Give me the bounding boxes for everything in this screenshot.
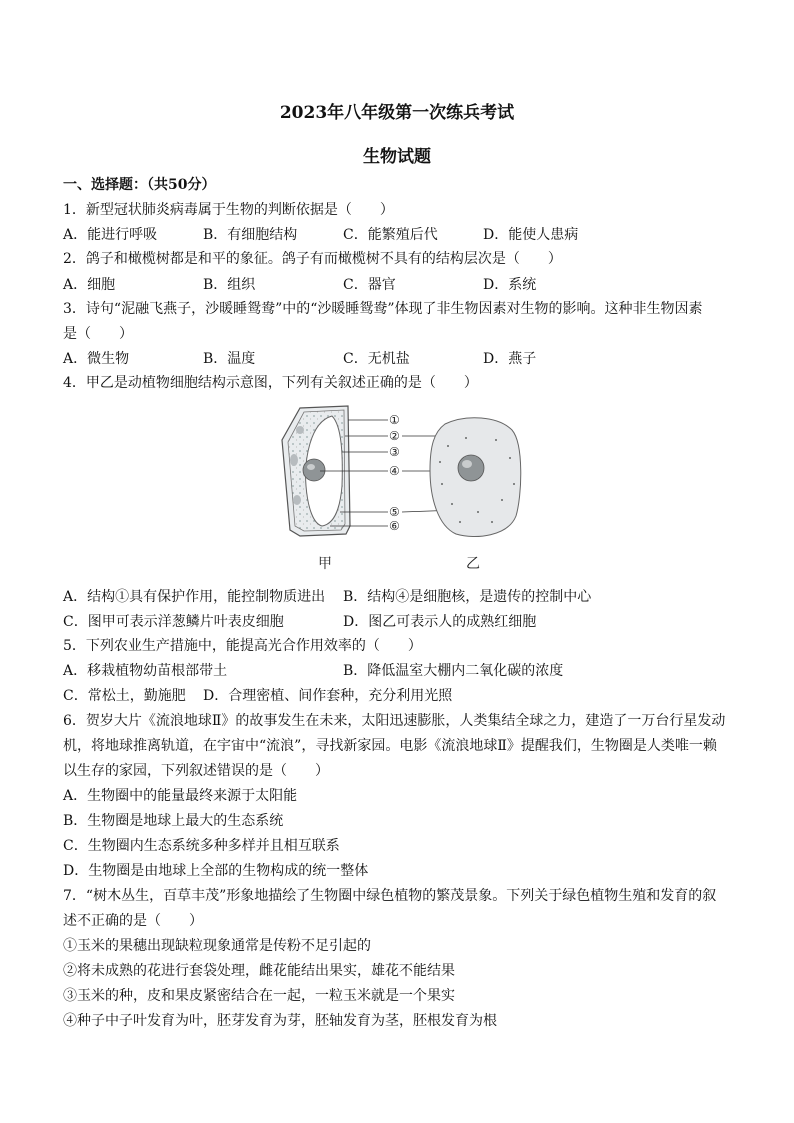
q4-option-c: C．图甲可表示洋葱鳞片叶表皮细胞 [63,614,284,630]
q4-option-b: B．结构④是细胞核，是遗传的控制中心 [343,589,592,605]
q1-option-c: C．能繁殖后代 [343,227,438,243]
q5-option-c: C．常松土，勤施肥 [63,688,186,704]
q1-option-d: D．能使人患病 [483,227,579,243]
q7-statement-4: ④种子中子叶发育为叶，胚芽发育为芽，胚轴发育为茎，胚根发育为根 [63,1013,497,1029]
q1-option-b: B．有细胞结构 [203,227,298,243]
q3-option-a: A．微生物 [63,351,130,367]
label-6: ⑥ [389,519,400,533]
q4-option-a: A．结构①具有保护作用，能控制物质进出 [63,589,326,605]
q4-stem: 4．甲乙是动植物细胞结构示意图，下列有关叙述正确的是（ ） [63,375,478,391]
q7-stem-line1: 7．“树木丛生，百草丰茂”形象地描绘了生物圈中绿色植物的繁茂景象。下列关于绿色植物生殖和发育的叙 [63,888,717,904]
q1-option-a: A．能进行呼吸 [63,227,158,243]
q1-stem: 1．新型冠状肺炎病毒属于生物的判断依据是（ ） [63,202,394,218]
label-1: ① [389,413,400,427]
exam-title: 2023年八年级第一次练兵考试 [279,103,515,123]
q5-stem: 5．下列农业生产措施中，能提高光合作用效率的（ ） [63,638,422,654]
q6-option-d: D．生物圈是由地球上全部的生物构成的统一整体 [63,863,369,879]
q3-option-d: D．燕子 [483,351,537,367]
q3-option-c: C．无机盐 [343,351,410,367]
caption-yi: 乙 [466,556,480,572]
q7-statement-3: ③玉米的种，皮和果皮紧密结合在一起，一粒玉米就是一个果实 [63,988,455,1004]
q6-stem-line1: 6．贺岁大片《流浪地球Ⅱ》的故事发生在未来，太阳迅速膨胀，人类集结全球之力，建造了一万台行星发动 [63,713,726,729]
q7-statement-2: ②将未成熟的花进行套袋处理，雌花能结出果实，雄花不能结果 [63,963,455,979]
exam-subtitle: 生物试题 [363,147,431,167]
q2-stem: 2．鸽子和橄榄树都是和平的象征。鸽子有而橄榄树不具有的结构层次是（ ） [63,251,562,267]
section-heading: 一、选择题：（共50分） [63,177,216,193]
q6-stem-line3: 以生存的家园，下列叙述错误的是（ ） [63,763,329,779]
q7-statement-1: ①玉米的果穗出现缺粒现象通常是传粉不足引起的 [63,938,371,954]
q6-stem-line2: 机，将地球推离轨道，在宇宙中“流浪”，寻找新家园。电影《流浪地球Ⅱ》提醒我们，生物圈是人类唯一赖 [63,738,717,754]
q5-option-a: A．移栽植物幼苗根部带土 [63,663,228,679]
plant-nucleus [303,459,325,481]
q6-option-c: C．生物圈内生态系统多种多样并且相互联系 [63,838,340,854]
q6-option-b: B．生物圈是地球上最大的生态系统 [63,813,284,829]
q3-option-b: B．温度 [203,351,256,367]
q3-stem-line2: 是（ ） [63,326,133,342]
q2-option-c: C．器官 [343,277,396,293]
animal-nucleus [458,455,484,481]
label-5: ⑤ [389,505,400,519]
q6-option-a: A．生物圈中的能量最终来源于太阳能 [63,788,298,804]
label-4: ④ [389,464,400,478]
cell-diagram [270,400,530,578]
q5-option-b: B．降低温室大棚内二氧化碳的浓度 [343,663,564,679]
label-2: ② [389,429,400,443]
q5-option-d: D．合理密植、间作套种，充分利用光照 [203,688,453,704]
cell-diagram-figure [270,400,530,578]
q3-stem-line1: 3．诗句“泥融飞燕子，沙暖睡鸳鸯”中的“沙暖睡鸳鸯”体现了非生物因素对生物的影响。这种非生物因素 [63,301,703,317]
label-3: ③ [389,445,400,459]
q2-option-b: B．组织 [203,277,256,293]
q7-stem-line2: 述不正确的是（ ） [63,913,203,929]
q4-option-d: D．图乙可表示人的成熟红细胞 [343,614,537,630]
q2-option-d: D．系统 [483,277,537,293]
animal-cell [430,418,521,537]
caption-jia: 甲 [318,556,332,572]
q2-option-a: A．细胞 [63,277,116,293]
